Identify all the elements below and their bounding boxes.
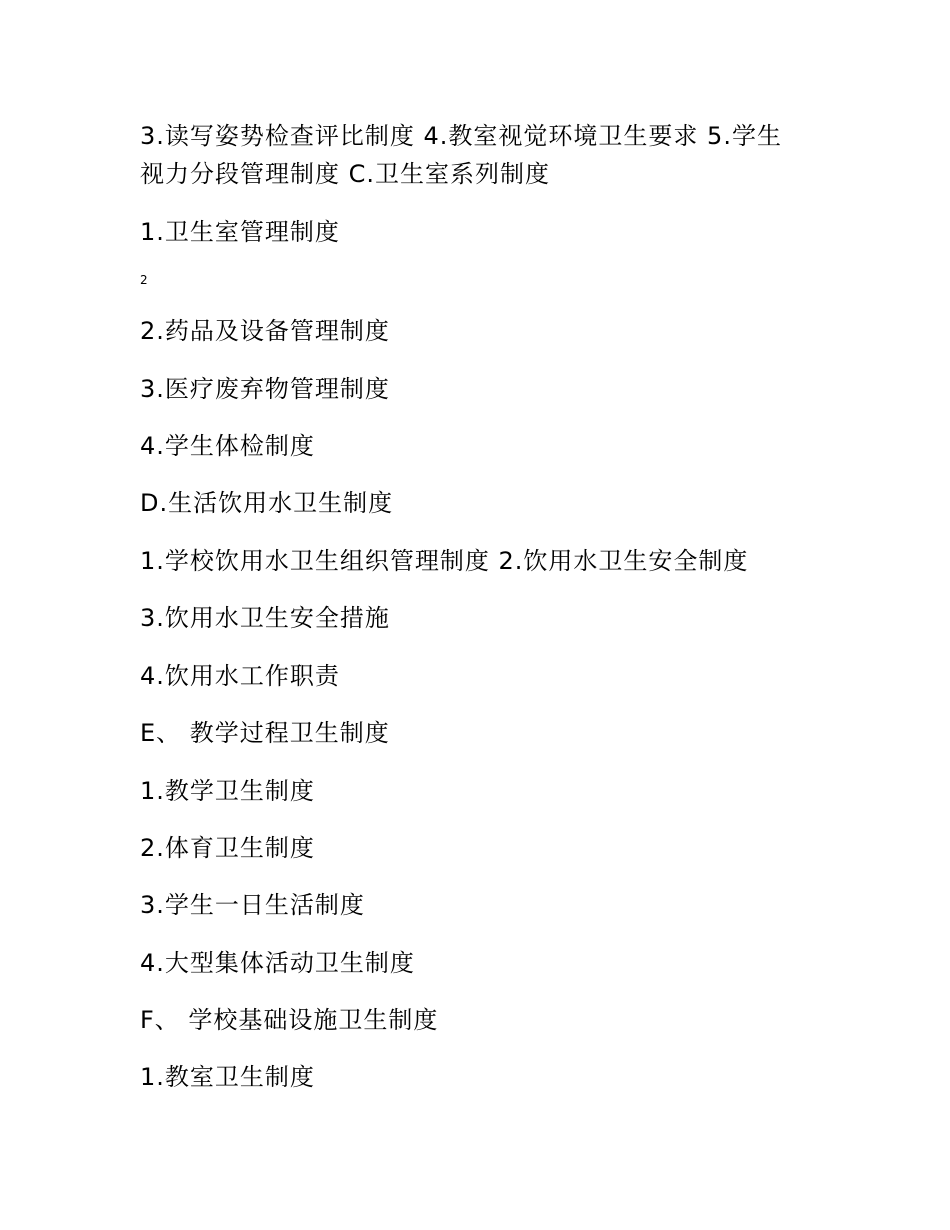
text-line: 3.医疗废弃物管理制度 <box>140 375 390 403</box>
text-line: 1.卫生室管理制度 <box>140 218 340 246</box>
text-line: 2.药品及设备管理制度 <box>140 317 390 345</box>
text-line: 4.饮用水工作职责 <box>140 662 340 690</box>
page-number: 2 <box>140 273 148 287</box>
text-line: 视力分段管理制度 C.卫生室系列制度 <box>140 160 551 188</box>
text-line: 4.学生体检制度 <box>140 432 315 460</box>
text-line: 3.饮用水卫生安全措施 <box>140 604 390 632</box>
section-heading: D.生活饮用水卫生制度 <box>140 489 394 517</box>
text-line: 1.教学卫生制度 <box>140 777 315 805</box>
section-heading: F、 学校基础设施卫生制度 <box>140 1006 439 1034</box>
text-line: 3.读写姿势检查评比制度 4.教室视觉环境卫生要求 5.学生 <box>140 122 782 150</box>
text-line: 2.体育卫生制度 <box>140 834 315 862</box>
text-line: 1.教室卫生制度 <box>140 1063 315 1091</box>
text-line: 3.学生一日生活制度 <box>140 891 365 919</box>
text-line: 4.大型集体活动卫生制度 <box>140 949 415 977</box>
text-line: 1.学校饮用水卫生组织管理制度 2.饮用水卫生安全制度 <box>140 547 749 575</box>
section-heading: E、 教学过程卫生制度 <box>140 719 390 747</box>
